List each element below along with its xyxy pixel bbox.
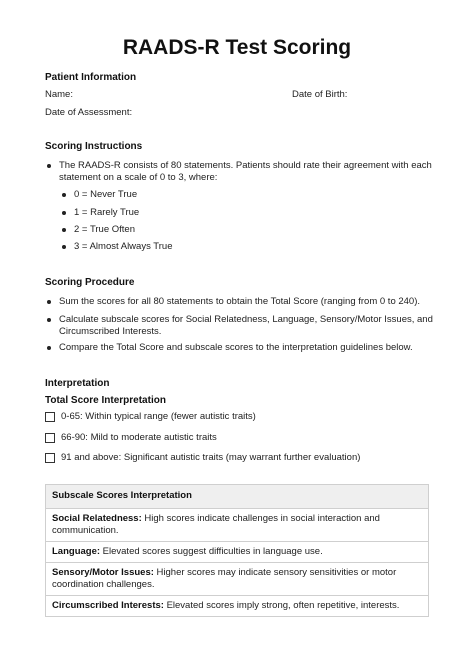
instructions-heading: Scoring Instructions: [45, 141, 143, 152]
row-label: Sensory/Motor Issues:: [52, 567, 154, 578]
dob-label: Date of Birth:: [292, 89, 348, 100]
page-title: RAADS-R Test Scoring: [122, 36, 352, 59]
total-option-1-label: 66-90: Mild to moderate autistic traits: [61, 432, 217, 443]
patient-info-heading: Patient Information: [45, 72, 137, 83]
procedure-item-3: Compare the Total Score and subscale scores to the interpretation guidelines below.: [59, 342, 413, 353]
total-score-heading: Total Score Interpretation: [45, 395, 166, 406]
scale-item-2: 2 = True Often: [74, 224, 135, 235]
row-text: Elevated scores imply strong, often repetitive, interests.: [166, 600, 400, 611]
table-row: [46, 541, 428, 562]
assessment-date-label: Date of Assessment:: [45, 107, 133, 118]
interpretation-heading: Interpretation: [45, 378, 110, 389]
subscale-table: [45, 484, 429, 617]
row-label: Circumscribed Interests:: [52, 600, 164, 611]
row-label: Language:: [52, 546, 101, 557]
row-text-cont: coordination challenges.: [52, 579, 155, 590]
row-text-cont: communication.: [52, 525, 119, 536]
name-label: Name:: [45, 89, 73, 100]
total-option-1[interactable]: [45, 432, 217, 443]
total-option-0-label: 0-65: Within typical range (fewer autistic traits): [61, 411, 256, 422]
checkbox-icon[interactable]: [45, 412, 55, 422]
subscale-table-header: Subscale Scores Interpretation: [46, 485, 428, 508]
row-text: Higher scores may indicate sensory sensitivities or motor: [156, 567, 397, 578]
table-row: [46, 595, 428, 616]
checkbox-icon[interactable]: [45, 433, 55, 443]
scale-item-3: 3 = Almost Always True: [74, 241, 173, 252]
checkbox-icon[interactable]: [45, 453, 55, 463]
total-option-2[interactable]: [45, 452, 360, 463]
instructions-intro: [59, 160, 432, 184]
table-row: [46, 562, 428, 595]
procedure-item-2: [59, 314, 433, 338]
instructions-intro-line2: statement on a scale of 0 to 3, where:: [59, 172, 218, 183]
total-option-0[interactable]: [45, 411, 256, 422]
procedure-item-2-line2: Circumscribed Interests.: [59, 326, 162, 337]
table-row: [46, 508, 428, 541]
total-option-2-label: 91 and above: Significant autistic traits (may warrant further evaluation): [61, 452, 361, 463]
procedure-item-1: Sum the scores for all 80 statements to obtain the Total Score (ranging from 0 to 240).: [59, 296, 421, 307]
procedure-heading: Scoring Procedure: [45, 277, 135, 288]
row-text: Elevated scores suggest difficulties in language use.: [102, 546, 323, 557]
row-label: Social Relatedness:: [52, 513, 142, 524]
scale-item-0: 0 = Never True: [74, 189, 138, 200]
instructions-intro-line1: The RAADS-R consists of 80 statements. Patients should rate their agreement with each: [59, 160, 432, 171]
scale-item-1: 1 = Rarely True: [74, 207, 140, 218]
procedure-item-2-line1: Calculate subscale scores for Social Relatedness, Language, Sensory/Motor Issues, and: [59, 314, 433, 325]
row-text: High scores indicate challenges in social interaction and: [144, 513, 380, 524]
